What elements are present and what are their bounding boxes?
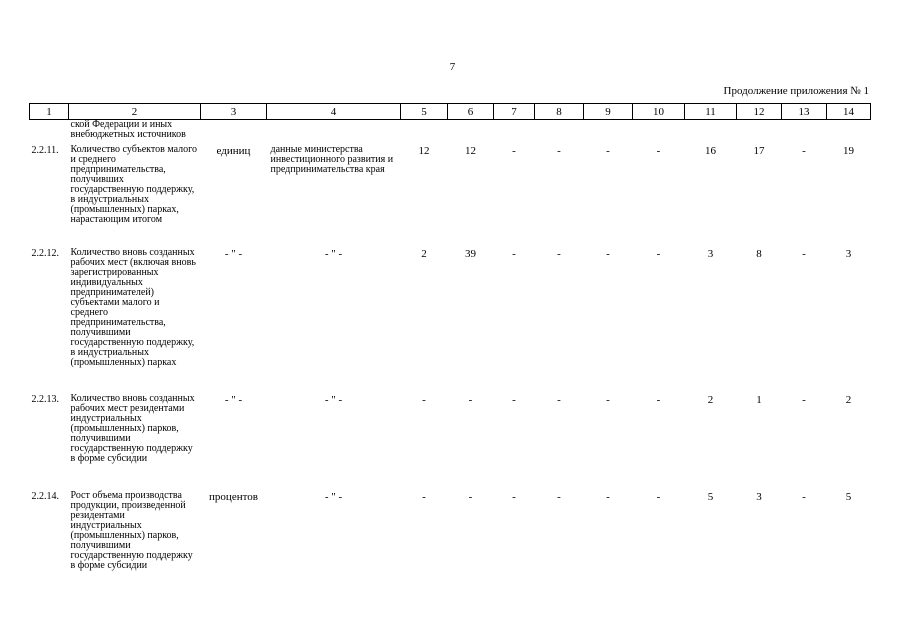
row-number: 2.2.14. bbox=[31, 491, 59, 502]
value-cell: - bbox=[606, 145, 610, 157]
column-header: 7 bbox=[494, 104, 535, 120]
value-cell: 3 bbox=[756, 491, 762, 503]
column-header: 1 bbox=[30, 104, 69, 120]
value-cell: - bbox=[606, 394, 610, 406]
value-cell: 3 bbox=[707, 248, 714, 260]
column-header: 3 bbox=[201, 104, 267, 120]
table-row bbox=[30, 248, 871, 394]
data-source: - " - bbox=[324, 248, 343, 260]
value-cell: 3 bbox=[845, 248, 852, 260]
value-cell: - bbox=[656, 145, 661, 157]
unit-of-measure: единиц bbox=[216, 145, 251, 157]
value-cell: 2 bbox=[707, 394, 714, 406]
value-cell: - bbox=[512, 491, 516, 503]
column-header: 11 bbox=[685, 104, 737, 120]
value-cell: - bbox=[557, 394, 561, 406]
value-cell: - bbox=[557, 248, 561, 260]
value-cell: - bbox=[422, 394, 426, 406]
unit-of-measure: процентов bbox=[209, 491, 258, 503]
indicator-name: Количество вновь созданных рабочих мест (включая вновь зарегистрированных индивидуальных предпринимателей) субъектами малого и среднего предпринимательства, получившими государственную поддержку, в индустриальных (промышленных) парках bbox=[70, 247, 196, 368]
unit-of-measure: - " - bbox=[224, 394, 243, 406]
value-cell: 12 bbox=[418, 145, 430, 157]
row-number: 2.2.12. bbox=[31, 248, 59, 259]
value-cell: 5 bbox=[707, 491, 714, 503]
value-cell: - bbox=[802, 394, 806, 406]
value-cell: - bbox=[557, 145, 561, 157]
value-cell: 19 bbox=[843, 145, 854, 157]
column-header: 4 bbox=[267, 104, 401, 120]
column-number-row bbox=[30, 104, 871, 120]
table-row bbox=[30, 145, 871, 248]
carryover-row bbox=[30, 120, 871, 141]
value-cell: - bbox=[468, 491, 473, 503]
column-header: 13 bbox=[782, 104, 827, 120]
column-header: 12 bbox=[737, 104, 782, 120]
value-cell: - bbox=[802, 248, 806, 260]
column-header: 5 bbox=[401, 104, 448, 120]
continuation-caption: Продолжение приложения № 1 bbox=[723, 85, 869, 97]
value-cell: - bbox=[656, 491, 661, 503]
column-header: 2 bbox=[69, 104, 201, 120]
value-cell: - bbox=[468, 394, 473, 406]
value-cell: 39 bbox=[465, 248, 476, 260]
table-row bbox=[30, 491, 871, 591]
column-header: 6 bbox=[448, 104, 494, 120]
data-source: - " - bbox=[324, 394, 343, 406]
unit-of-measure: - " - bbox=[224, 248, 243, 260]
value-cell: - bbox=[606, 248, 610, 260]
value-cell: - bbox=[422, 491, 426, 503]
indicator-name: Количество субъектов малого и среднего предпринимательства, получивших государственную поддержку, в индустриальных (промышленных) парках, нарастающим итогом bbox=[70, 144, 197, 225]
column-header: 10 bbox=[633, 104, 685, 120]
value-cell: 2 bbox=[421, 248, 427, 260]
value-cell: - bbox=[802, 145, 806, 157]
value-cell: 17 bbox=[753, 145, 765, 157]
value-cell: - bbox=[656, 394, 661, 406]
value-cell: - bbox=[656, 248, 661, 260]
column-header: 9 bbox=[584, 104, 633, 120]
value-cell: - bbox=[802, 491, 806, 503]
page-number: 7 bbox=[449, 61, 456, 73]
value-cell: 2 bbox=[845, 394, 852, 406]
value-cell: - bbox=[512, 248, 516, 260]
row-number: 2.2.13. bbox=[31, 394, 59, 405]
value-cell: 8 bbox=[756, 248, 762, 260]
value-cell: 12 bbox=[465, 145, 476, 157]
value-cell: - bbox=[512, 394, 516, 406]
column-header: 14 bbox=[827, 104, 871, 120]
value-cell: 5 bbox=[845, 491, 852, 503]
value-cell: 1 bbox=[756, 394, 762, 406]
value-cell: - bbox=[557, 491, 561, 503]
indicator-table-container bbox=[29, 103, 870, 591]
row-number: 2.2.11. bbox=[31, 145, 59, 156]
carryover-text: ской Федерации и иных внебюджетных источников bbox=[70, 119, 186, 140]
value-cell: - bbox=[606, 491, 610, 503]
value-cell: - bbox=[512, 145, 516, 157]
table-row bbox=[30, 394, 871, 491]
value-cell: 16 bbox=[705, 145, 716, 157]
data-source: данные министерства инвестиционного развития и предпринимательства края bbox=[270, 144, 394, 175]
column-header: 8 bbox=[535, 104, 584, 120]
indicator-name: Количество вновь созданных рабочих мест резидентами индустриальных (промышленных) парков, получившими государственную поддержку в форме субсидии bbox=[70, 393, 195, 464]
indicator-name: Рост объема производства продукции, произведенной резидентами индустриальных (промышленных) парков, получившими государственную поддержку в форме субсидии bbox=[70, 490, 193, 571]
data-source: - " - bbox=[324, 491, 343, 503]
indicator-table bbox=[29, 103, 871, 591]
